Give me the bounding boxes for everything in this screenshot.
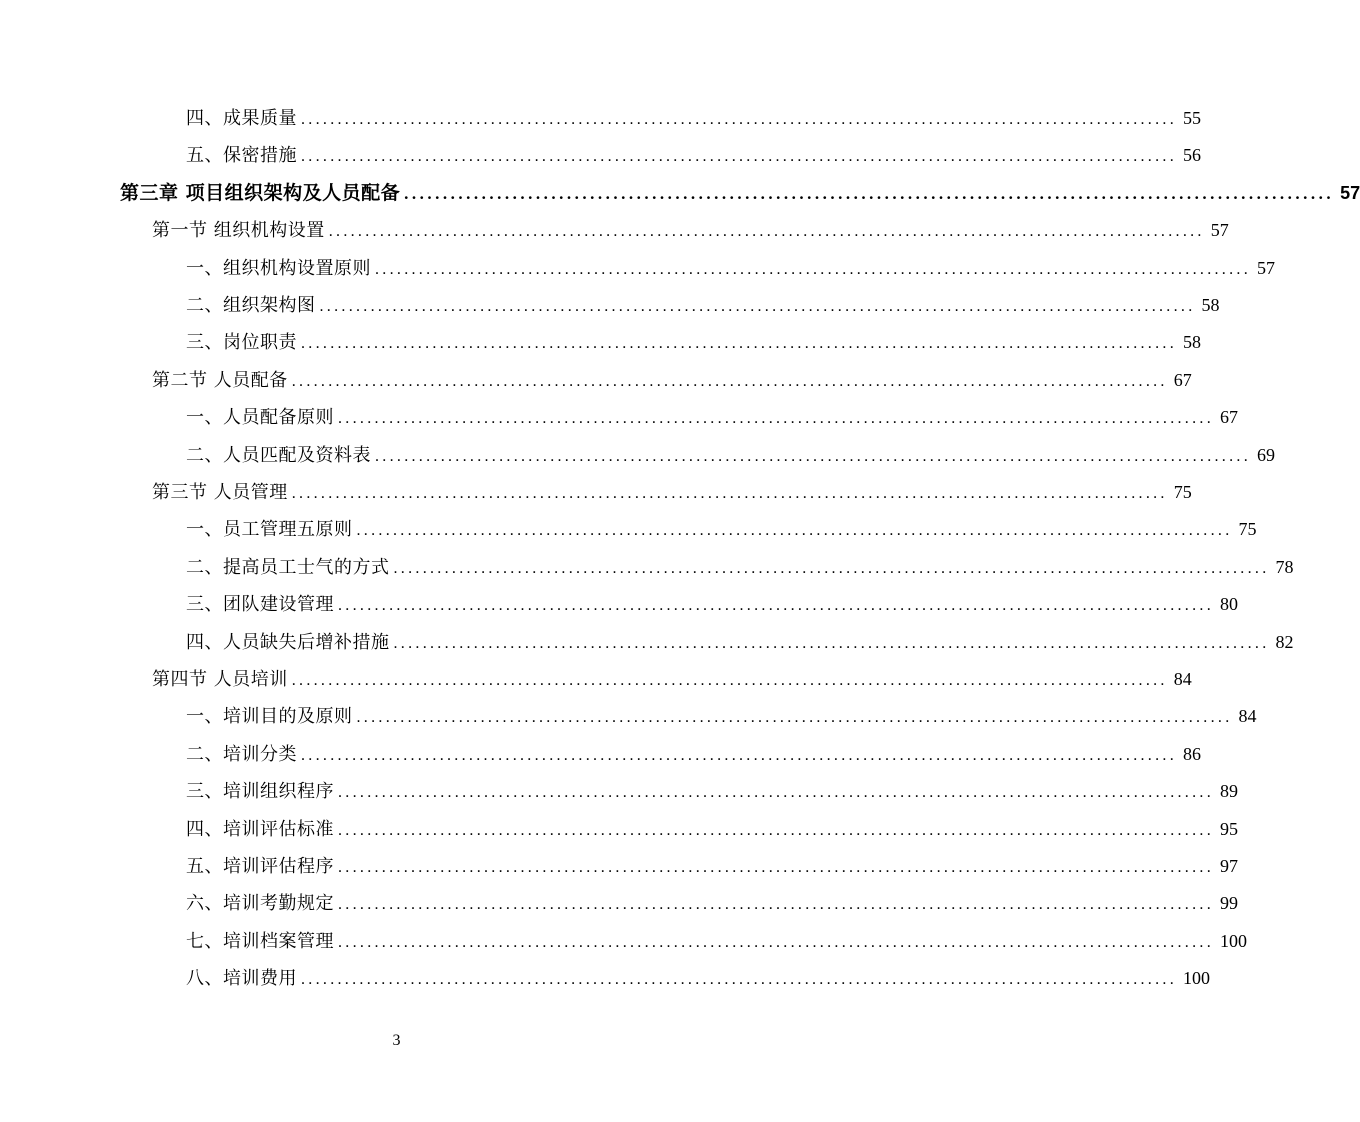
toc-entry[interactable]	[152, 474, 1192, 511]
toc-entry[interactable]	[186, 624, 1294, 661]
toc-dot-leader: ........................................................................................................................	[338, 784, 1214, 802]
toc-entry-page: 75	[1238, 519, 1257, 540]
toc-entry-page: 84	[1238, 706, 1257, 727]
toc-entry-title: 第一节 组织机构设置	[152, 220, 325, 242]
toc-entry[interactable]	[186, 848, 1238, 885]
toc-entry-title: 八、培训费用	[186, 968, 297, 990]
toc-dot-leader: ........................................................................................................................	[393, 634, 1270, 652]
toc-entry[interactable]	[186, 250, 1275, 287]
toc-dot-leader: ........................................................................................................................	[291, 672, 1168, 689]
toc-entry[interactable]	[186, 698, 1257, 735]
toc-entry[interactable]	[152, 362, 1192, 399]
toc-dot-leader: ........................................................................................................................	[338, 859, 1214, 876]
toc-entry-page: 56	[1183, 145, 1201, 166]
toc-entry-page: 99	[1220, 893, 1238, 914]
toc-entry-title: 一、组织机构设置原则	[186, 257, 371, 279]
toc-dot-leader: ........................................................................................................................	[375, 447, 1251, 465]
toc-entry[interactable]	[186, 923, 1247, 960]
toc-dot-leader: ........................................................................................................................	[291, 485, 1168, 502]
toc-entry-title: 五、培训评估程序	[186, 856, 334, 877]
toc-dot-leader: ........................................................................................................................	[338, 896, 1214, 914]
toc-entry[interactable]	[186, 586, 1238, 623]
toc-entry-title: 六、培训考勤规定	[186, 893, 334, 915]
toc-entry-title: 四、人员缺失后增补措施	[186, 631, 390, 653]
toc-dot-leader: ........................................................................................................................	[375, 260, 1251, 278]
toc-entry-page: 78	[1275, 556, 1294, 577]
toc-dot-leader: ........................................................................................................................	[301, 746, 1177, 764]
toc-entry[interactable]	[186, 773, 1238, 810]
toc-entry-title: 第二节 人员配备	[152, 369, 288, 391]
toc-dot-leader: ........................................................................................................................	[356, 522, 1233, 540]
toc-dot-leader: ........................................................................................................................	[328, 223, 1205, 241]
toc-dot-leader: ........................................................................................................................	[338, 597, 1214, 615]
toc-entry-page: 84	[1173, 669, 1192, 689]
toc-entry[interactable]	[186, 137, 1201, 174]
toc-entry-page: 67	[1173, 369, 1192, 390]
toc-entry-title: 一、培训目的及原则	[186, 706, 353, 728]
toc-entry-page: 80	[1220, 594, 1238, 615]
toc-entry-title: 二、组织架构图	[186, 295, 316, 316]
toc-entry[interactable]	[186, 437, 1275, 474]
toc-dot-leader: ........................................................................................................................	[338, 821, 1214, 839]
toc-entry[interactable]	[186, 511, 1257, 548]
toc-entry-page: 89	[1220, 781, 1238, 802]
toc-entry-title: 一、员工管理五原则	[186, 519, 353, 541]
toc-dot-leader: ........................................................................................................................	[338, 410, 1214, 428]
toc-dot-leader: ........................................................................................................................	[338, 933, 1214, 951]
toc-entry-page: 75	[1173, 482, 1192, 502]
toc-entry-page: 58	[1201, 295, 1220, 315]
toc-entry-title: 三、培训组织程序	[186, 781, 334, 803]
toc-entry[interactable]	[120, 175, 1360, 212]
toc-entry-title: 一、人员配备原则	[186, 407, 334, 429]
toc-entry[interactable]	[186, 324, 1201, 361]
toc-entry[interactable]	[152, 212, 1229, 249]
toc-entry[interactable]	[186, 960, 1210, 997]
toc-entry-page: 95	[1220, 818, 1238, 839]
toc-entry-title: 第四节 人员培训	[152, 669, 288, 690]
toc-dot-leader: ........................................................................................................................	[404, 183, 1335, 203]
toc-entry-title: 四、培训评估标准	[186, 818, 334, 840]
toc-entry-page: 69	[1257, 444, 1275, 465]
toc-entry-title: 二、提高员工士气的方式	[186, 556, 390, 578]
toc-entry-title: 三、岗位职责	[186, 332, 297, 354]
toc-entry-title: 五、保密措施	[186, 145, 297, 167]
toc-entry-page: 86	[1183, 743, 1201, 764]
toc-entry[interactable]	[186, 100, 1201, 137]
toc-entry[interactable]	[186, 811, 1238, 848]
toc-entry-page: 57	[1210, 220, 1229, 241]
toc-dot-leader: ........................................................................................................................	[319, 298, 1196, 315]
toc-entry-title: 三、团队建设管理	[186, 594, 334, 616]
toc-entry-page: 57	[1340, 182, 1360, 203]
page-number: 3	[392, 1032, 401, 1049]
toc-entry-page: 82	[1275, 631, 1294, 652]
toc-entry[interactable]	[152, 661, 1192, 698]
toc-entry-page: 55	[1183, 108, 1201, 128]
toc-dot-leader: ........................................................................................................................	[301, 335, 1177, 353]
toc-entry-page: 100	[1183, 968, 1210, 989]
toc-dot-leader: ........................................................................................................................	[301, 111, 1177, 128]
toc-entry-page: 57	[1257, 257, 1275, 278]
toc-entry-page: 97	[1220, 856, 1238, 876]
toc-entry-page: 67	[1220, 407, 1238, 428]
toc-dot-leader: ........................................................................................................................	[301, 148, 1177, 166]
toc-entry-title: 七、培训档案管理	[186, 930, 334, 952]
toc-entry-title: 四、成果质量	[186, 108, 297, 129]
toc-entry[interactable]	[186, 885, 1238, 922]
toc-entry[interactable]	[186, 287, 1220, 324]
toc-dot-leader: ........................................................................................................................	[291, 372, 1168, 390]
toc-entry-title: 二、培训分类	[186, 743, 297, 765]
toc-entry[interactable]	[186, 399, 1238, 436]
toc-entry-title: 第三章 项目组织架构及人员配备	[120, 181, 401, 204]
toc-entry[interactable]	[186, 549, 1294, 586]
toc-dot-leader: ........................................................................................................................	[301, 971, 1177, 989]
toc-entry-page: 100	[1220, 930, 1247, 951]
toc-entry-title: 二、人员匹配及资料表	[186, 444, 371, 466]
toc-entry-page: 58	[1183, 332, 1201, 353]
toc-dot-leader: ........................................................................................................................	[356, 709, 1233, 727]
toc-entry[interactable]	[186, 736, 1201, 773]
toc-entry-title: 第三节 人员管理	[152, 482, 288, 503]
toc-dot-leader: ........................................................................................................................	[393, 559, 1270, 577]
